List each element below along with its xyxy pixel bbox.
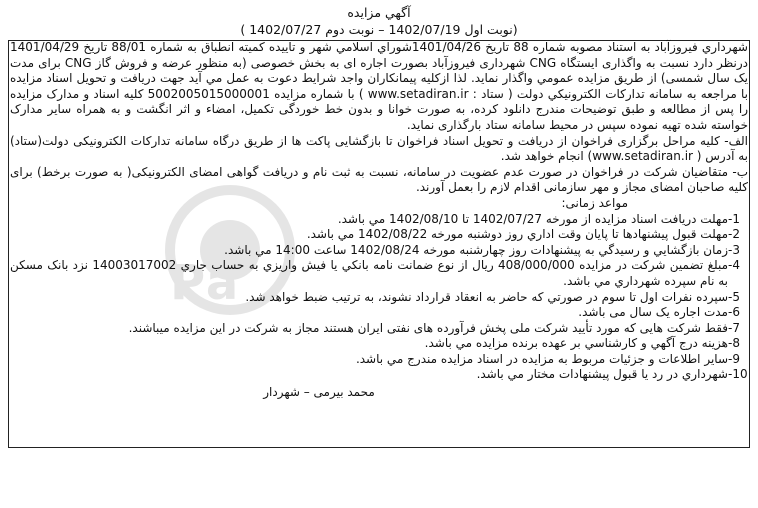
list-item: -8 هزينه درج آگهي و کارشناسي بر عهده برنده مزايده مي باشد. <box>424 336 740 351</box>
main-paragraph: شهرداري فيروزآباد به استناد مصوبه شماره 88 تاريخ 1401/04/26شوراي اسلامي شهر و تاييده کميته انطباق به شماره 88/01 تاريخ 1401/04/29 درنظر دارد نسبت به واگذاری ایستگاه CNG شهرداری فیروزآباد بصورت اجاره ای به بخش خصوصی (به منظور عرضه و فروش گاز CNG برای مدت یک سال شمسی) از طريق مزايده عمومي واگذار نمايد. لذا ازکليه پيمانکاران واجد شرايط دعوت به عمل مي آيد جهت دريافت و تحويل اسناد مزايده با مراجعه به سامانه تداركات الكترونيكي دولت ( ستاد : www.setadiran.ir ) با شماره مزایده 5002005015000001 کلیه اسناد و مدارک مزایده را پس از مطالعه و طبق توضیحات مندرج دانلود کرده، به صورت خوانا و بدون خط خوردگی تکمیل، امضاء و اثر انگشت و به همراه سایر مدارک خواسته شده تهیه نموده سپس در محیط سامانه ستاد بارگذاری نماید. <box>10 40 749 132</box>
signature: محمد بیرمی – شهردار <box>263 385 375 400</box>
notice-dates: (نوبت اول 1402/07/19 – نوبت دوم 1402/07/27 ) <box>240 22 518 37</box>
list-item: -9 ساير اطلاعات و جزئيات مربوط به مزايده در اسناد مزايده مندرج مي باشد. <box>355 351 740 366</box>
list-item: -1 مهلت دريافت اسناد مزايده از مورخه 1402/07/27 تا 1402/08/10 مي باشد. <box>337 211 740 226</box>
list-item: -2 مهلت قبول پيشنهادها تا پايان وقت اداري روز دوشنبه مورخه 1402/08/22 مي باشد. <box>306 227 740 242</box>
list-item: -5 سپرده نفرات اول تا سوم در صورتي که حاضر به انعقاد قرارداد نشوند، به ترتيب ضبط خواهد شد. <box>245 289 740 304</box>
clause-a: الف- کلیه مراحل برگزاری فراخوان از دریافت و تحویل اسناد فراخوان تا بازگشایی پاکت ها از طریق درگاه سامانه تدارکات الکترونیکی دولت(ستاد) به آدرس ( www.setadiran.ir) انجام خواهد شد. <box>10 133 748 164</box>
notice-body <box>10 40 748 401</box>
watermark-logo: Pa <box>150 160 570 340</box>
schedule-heading: مواعد زمانی: <box>561 195 628 210</box>
list-item: -6 مدت اجاره یک سال می باشد. <box>578 305 740 320</box>
notice-header <box>10 4 748 38</box>
clause-b: ب- متقاضیان شرکت در فراخوان در صورت عدم عضویت در سامانه، نسبت به ثبت نام و دریافت گواهی امضای الکترونیکی( به صورت برخط) برای کلیه صاحبان امضای مجاز و مهر سازمانی اقدام لازم را بعمل آورند. <box>10 164 748 195</box>
schedule-list <box>10 212 748 384</box>
notice-title: آگهي مزايده <box>347 5 411 20</box>
list-item: -4 مبلغ تضمين شرکت در مزايده 408/000/000 ريال از نوع ضمانت نامه بانکي يا فيش واريزي به حساب جاري 14003017002 نزد بانک مسکن به نام سپرده شهرداري مي باشد. <box>10 258 740 288</box>
list-item: -3 زمان بازگشايي و رسيدگي به پيشنهادات روز چهارشنبه مورخه 1402/08/24 ساعت 14:00 مي باشد. <box>224 242 740 257</box>
list-item: -7 فقط شرکت هایی که مورد تأیید شرکت ملی پخش فرآورده های نفتی ایران هستند مجاز به شرکت در این مزایده میباشند. <box>128 320 740 335</box>
list-item: -10 شهرداري در رد يا قبول پيشنهادات مختار مي باشد. <box>476 367 748 382</box>
